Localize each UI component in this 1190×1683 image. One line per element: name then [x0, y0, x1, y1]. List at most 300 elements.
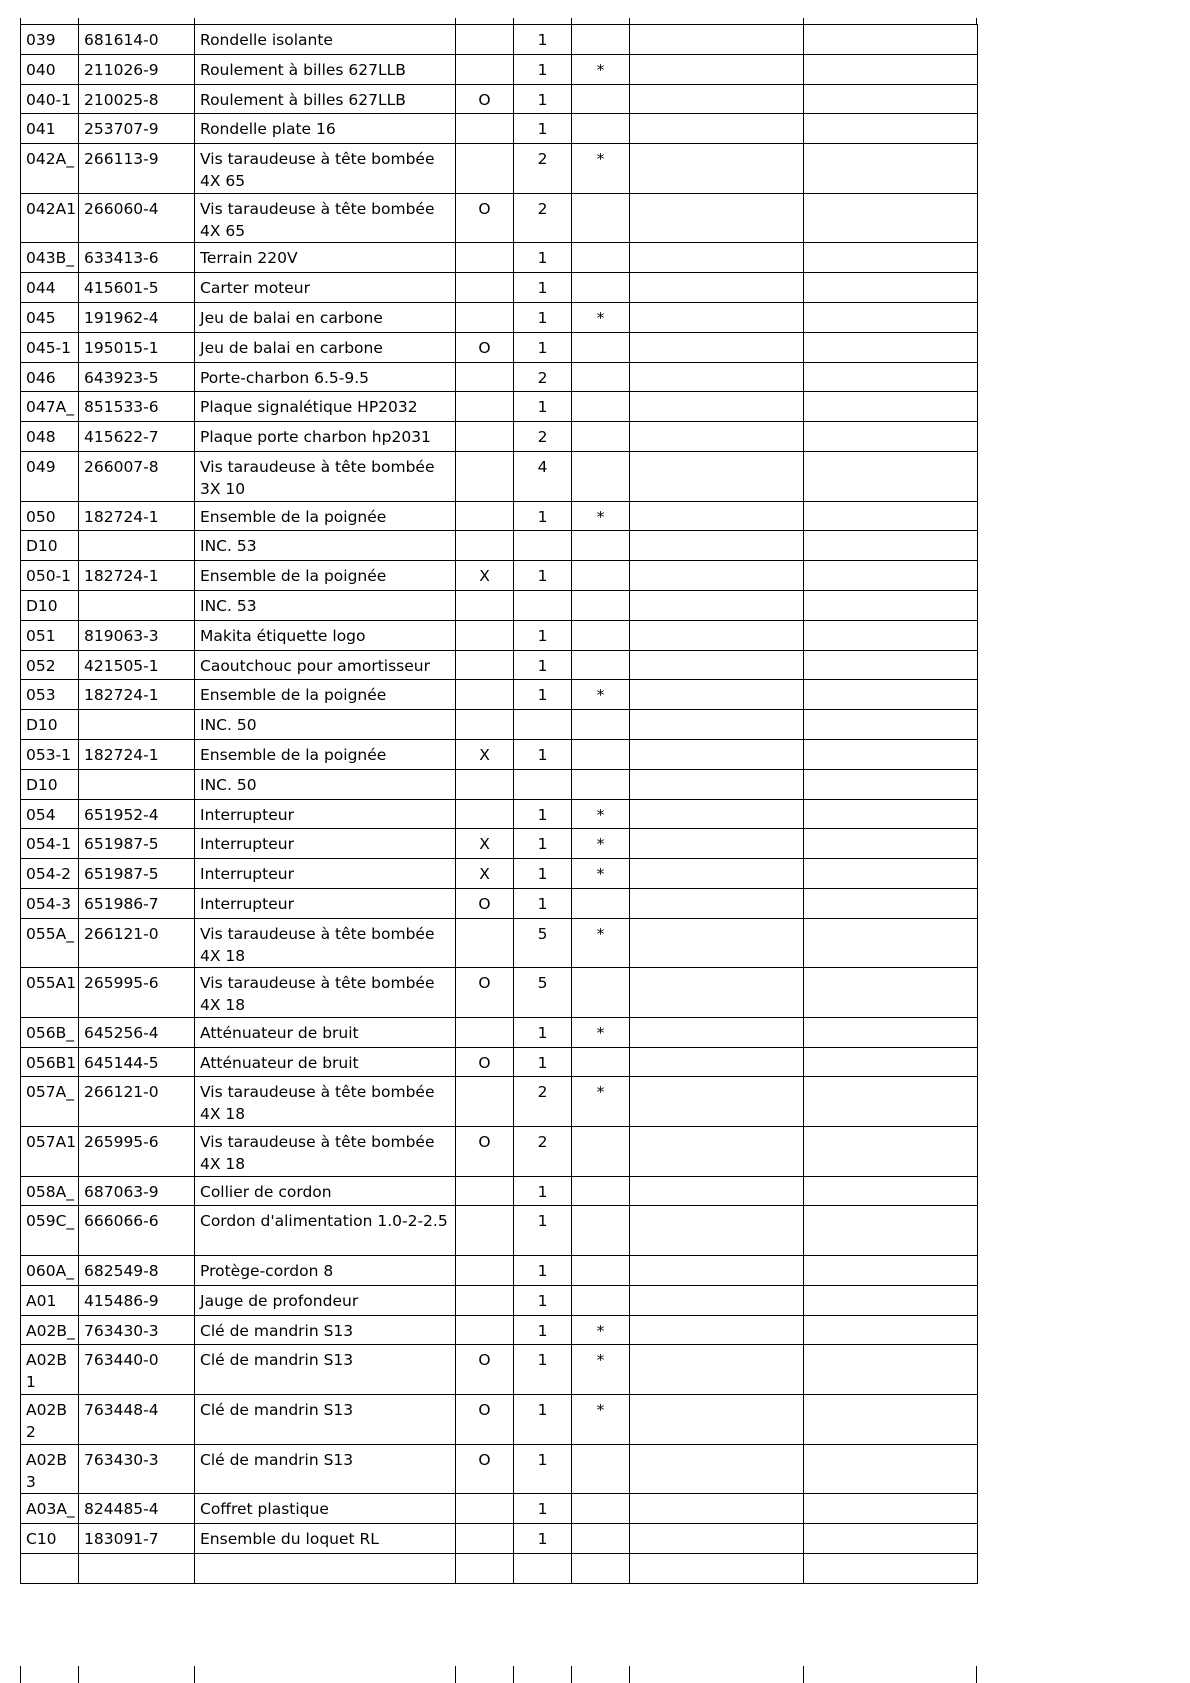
note-cell: [572, 25, 630, 55]
quantity-cell: 1: [514, 799, 572, 829]
part-number-cell: 763440-0: [79, 1345, 195, 1395]
quantity-cell: [514, 531, 572, 561]
description-cell: INC. 50: [195, 769, 456, 799]
empty-cell: [804, 54, 978, 84]
description-cell: Makita étiquette logo: [195, 620, 456, 650]
empty-cell: [630, 273, 804, 303]
note-cell: [572, 1256, 630, 1286]
item-number-cell: 050: [21, 501, 79, 531]
part-number-cell: [79, 710, 195, 740]
empty-cell: [804, 799, 978, 829]
item-number-cell: 040-1: [21, 84, 79, 114]
quantity-cell: [514, 590, 572, 620]
empty-cell: [630, 590, 804, 620]
note-cell: [572, 1127, 630, 1177]
table-row: [21, 859, 978, 889]
table-row: [21, 590, 978, 620]
empty-cell: [804, 243, 978, 273]
empty-cell: [804, 144, 978, 194]
item-number-cell: D10: [21, 531, 79, 561]
item-number-cell: 054-3: [21, 888, 79, 918]
part-number-cell: [79, 590, 195, 620]
item-number-cell: 055A1: [21, 968, 79, 1018]
table-row: [21, 1176, 978, 1206]
symbol-cell: O: [456, 1047, 514, 1077]
part-number-cell: 265995-6: [79, 1127, 195, 1177]
table-row: [21, 1345, 978, 1395]
column-stub: [976, 1666, 977, 1683]
note-cell: [572, 561, 630, 591]
empty-cell: [804, 1395, 978, 1445]
symbol-cell: X: [456, 561, 514, 591]
item-number-cell: 048: [21, 422, 79, 452]
empty-cell: [630, 362, 804, 392]
symbol-cell: O: [456, 332, 514, 362]
empty-cell: [630, 144, 804, 194]
quantity-cell: 1: [514, 1176, 572, 1206]
quantity-cell: 1: [514, 1345, 572, 1395]
description-cell: INC. 53: [195, 531, 456, 561]
note-cell: [572, 273, 630, 303]
note-cell: [572, 1047, 630, 1077]
empty-cell: [630, 1077, 804, 1127]
table-row: [21, 501, 978, 531]
empty-cell: [804, 590, 978, 620]
description-cell: Cordon d'alimentation 1.0-2-2.5: [195, 1206, 456, 1256]
item-number-cell: 053: [21, 680, 79, 710]
empty-cell: [630, 1017, 804, 1047]
empty-cell: [804, 451, 978, 501]
table-row: [21, 54, 978, 84]
symbol-cell: [456, 799, 514, 829]
quantity-cell: 2: [514, 193, 572, 243]
empty-cell: [804, 710, 978, 740]
part-number-cell: 182724-1: [79, 501, 195, 531]
symbol-cell: [456, 54, 514, 84]
table-row: [21, 273, 978, 303]
empty-cell: [804, 968, 978, 1018]
table-row: [21, 332, 978, 362]
symbol-cell: [456, 1256, 514, 1286]
item-number-cell: A02B 1: [21, 1345, 79, 1395]
description-cell: Ensemble de la poignée: [195, 680, 456, 710]
description-cell: Atténuateur de bruit: [195, 1047, 456, 1077]
note-cell: *: [572, 1395, 630, 1445]
empty-cell: [630, 422, 804, 452]
table-row: [21, 1047, 978, 1077]
quantity-cell: 1: [514, 888, 572, 918]
part-number-cell: 182724-1: [79, 739, 195, 769]
quantity-cell: 1: [514, 302, 572, 332]
item-number-cell: 056B_: [21, 1017, 79, 1047]
description-cell: Ensemble de la poignée: [195, 561, 456, 591]
part-number-cell: 682549-8: [79, 1256, 195, 1286]
description-cell: Interrupteur: [195, 859, 456, 889]
item-number-cell: 057A_: [21, 1077, 79, 1127]
note-cell: [572, 888, 630, 918]
quantity-cell: 1: [514, 1285, 572, 1315]
column-stub: [20, 1666, 21, 1683]
symbol-cell: [456, 302, 514, 332]
symbol-cell: [456, 531, 514, 561]
column-stub: [803, 1666, 804, 1683]
description-cell: Rondelle isolante: [195, 25, 456, 55]
empty-cell: [630, 650, 804, 680]
empty-cell: [804, 302, 978, 332]
note-cell: *: [572, 680, 630, 710]
empty-cell: [804, 193, 978, 243]
empty-cell: [804, 1127, 978, 1177]
empty-cell: [804, 620, 978, 650]
note-cell: [572, 332, 630, 362]
empty-cell: [630, 1395, 804, 1445]
description-cell: Vis taraudeuse à tête bombée 4X 18: [195, 968, 456, 1018]
table-row: [21, 422, 978, 452]
empty-cell: [630, 710, 804, 740]
description-cell: Jeu de balai en carbone: [195, 332, 456, 362]
note-cell: *: [572, 1345, 630, 1395]
empty-cell: [804, 829, 978, 859]
empty-cell: [804, 1494, 978, 1524]
quantity-cell: 2: [514, 362, 572, 392]
parts-table-body: [21, 25, 978, 1584]
item-number-cell: 059C_: [21, 1206, 79, 1256]
description-cell: Ensemble de la poignée: [195, 501, 456, 531]
item-number-cell: 043B_: [21, 243, 79, 273]
note-cell: [572, 193, 630, 243]
description-cell: Vis taraudeuse à tête bombée 4X 65: [195, 193, 456, 243]
empty-cell: [630, 193, 804, 243]
note-cell: *: [572, 302, 630, 332]
table-row: [21, 1256, 978, 1286]
part-number-cell: 651952-4: [79, 799, 195, 829]
description-cell: Vis taraudeuse à tête bombée 4X 18: [195, 918, 456, 968]
part-number-cell: 266113-9: [79, 144, 195, 194]
description-cell: Vis taraudeuse à tête bombée 4X 65: [195, 144, 456, 194]
quantity-cell: 1: [514, 650, 572, 680]
empty-cell: [630, 1494, 804, 1524]
symbol-cell: O: [456, 1444, 514, 1494]
description-cell: Ensemble de la poignée: [195, 739, 456, 769]
part-number-cell: 266121-0: [79, 918, 195, 968]
symbol-cell: O: [456, 1127, 514, 1177]
table-row: [21, 1017, 978, 1047]
note-cell: *: [572, 54, 630, 84]
note-cell: [572, 1176, 630, 1206]
quantity-cell: 1: [514, 829, 572, 859]
quantity-cell: 5: [514, 918, 572, 968]
empty-cell: [804, 1345, 978, 1395]
note-cell: [572, 1285, 630, 1315]
description-cell: Plaque signalétique HP2032: [195, 392, 456, 422]
table-row: [21, 1553, 978, 1583]
empty-cell: [630, 561, 804, 591]
description-cell: Vis taraudeuse à tête bombée 4X 18: [195, 1077, 456, 1127]
symbol-cell: [456, 1524, 514, 1554]
description-cell: Interrupteur: [195, 888, 456, 918]
symbol-cell: O: [456, 968, 514, 1018]
symbol-cell: [456, 1285, 514, 1315]
table-row: [21, 968, 978, 1018]
description-cell: Protège-cordon 8: [195, 1256, 456, 1286]
empty-cell: [630, 332, 804, 362]
symbol-cell: O: [456, 1345, 514, 1395]
empty-cell: [804, 362, 978, 392]
part-number-cell: 253707-9: [79, 114, 195, 144]
note-cell: *: [572, 829, 630, 859]
empty-cell: [630, 1256, 804, 1286]
empty-cell: [630, 84, 804, 114]
description-cell: Porte-charbon 6.5-9.5: [195, 362, 456, 392]
item-number-cell: 042A_: [21, 144, 79, 194]
part-number-cell: 210025-8: [79, 84, 195, 114]
part-number-cell: 195015-1: [79, 332, 195, 362]
part-number-cell: 266121-0: [79, 1077, 195, 1127]
empty-cell: [804, 1256, 978, 1286]
empty-cell: [630, 25, 804, 55]
item-number-cell: 056B1: [21, 1047, 79, 1077]
part-number-cell: 651986-7: [79, 888, 195, 918]
table-row: [21, 25, 978, 55]
table-row: [21, 114, 978, 144]
note-cell: [572, 769, 630, 799]
item-number-cell: 045-1: [21, 332, 79, 362]
item-number-cell: 045: [21, 302, 79, 332]
description-cell: Clé de mandrin S13: [195, 1315, 456, 1345]
quantity-cell: 1: [514, 1444, 572, 1494]
part-number-cell: 182724-1: [79, 680, 195, 710]
empty-cell: [804, 1315, 978, 1345]
empty-cell: [630, 829, 804, 859]
item-number-cell: 047A_: [21, 392, 79, 422]
description-cell: Jauge de profondeur: [195, 1285, 456, 1315]
table-row: [21, 302, 978, 332]
table-row: [21, 769, 978, 799]
quantity-cell: 1: [514, 1047, 572, 1077]
part-number-cell: 824485-4: [79, 1494, 195, 1524]
column-stub: [629, 1666, 630, 1683]
empty-cell: [630, 1524, 804, 1554]
empty-cell: [630, 1176, 804, 1206]
empty-cell: [630, 799, 804, 829]
quantity-cell: 1: [514, 859, 572, 889]
symbol-cell: [456, 451, 514, 501]
note-cell: *: [572, 918, 630, 968]
empty-cell: [804, 859, 978, 889]
description-cell: Clé de mandrin S13: [195, 1395, 456, 1445]
empty-cell: [195, 1553, 456, 1583]
quantity-cell: 1: [514, 501, 572, 531]
note-cell: [572, 590, 630, 620]
symbol-cell: [456, 680, 514, 710]
symbol-cell: [456, 144, 514, 194]
symbol-cell: O: [456, 1395, 514, 1445]
symbol-cell: [456, 114, 514, 144]
empty-cell: [804, 1017, 978, 1047]
part-number-cell: 819063-3: [79, 620, 195, 650]
symbol-cell: O: [456, 888, 514, 918]
item-number-cell: A02B 3: [21, 1444, 79, 1494]
item-number-cell: A03A_: [21, 1494, 79, 1524]
part-number-cell: 651987-5: [79, 859, 195, 889]
part-number-cell: 266060-4: [79, 193, 195, 243]
quantity-cell: 1: [514, 561, 572, 591]
note-cell: [572, 1206, 630, 1256]
part-number-cell: 183091-7: [79, 1524, 195, 1554]
description-cell: Interrupteur: [195, 829, 456, 859]
description-cell: Clé de mandrin S13: [195, 1345, 456, 1395]
empty-cell: [630, 1206, 804, 1256]
description-cell: Terrain 220V: [195, 243, 456, 273]
part-number-cell: 763430-3: [79, 1444, 195, 1494]
item-number-cell: C10: [21, 1524, 79, 1554]
part-number-cell: 645144-5: [79, 1047, 195, 1077]
empty-cell: [630, 1285, 804, 1315]
note-cell: *: [572, 1077, 630, 1127]
part-number-cell: 651987-5: [79, 829, 195, 859]
note-cell: [572, 1494, 630, 1524]
description-cell: Carter moteur: [195, 273, 456, 303]
quantity-cell: 1: [514, 54, 572, 84]
quantity-cell: 1: [514, 1315, 572, 1345]
empty-cell: [630, 620, 804, 650]
quantity-cell: 2: [514, 1127, 572, 1177]
table-row: [21, 1206, 978, 1256]
note-cell: *: [572, 501, 630, 531]
note-cell: [572, 1444, 630, 1494]
symbol-cell: O: [456, 193, 514, 243]
column-stub: [455, 1666, 456, 1683]
item-number-cell: 060A_: [21, 1256, 79, 1286]
item-number-cell: A01: [21, 1285, 79, 1315]
item-number-cell: 057A1: [21, 1127, 79, 1177]
item-number-cell: 058A_: [21, 1176, 79, 1206]
note-cell: [572, 710, 630, 740]
description-cell: Roulement à billes 627LLB: [195, 84, 456, 114]
table-row: [21, 918, 978, 968]
parts-list-table: [20, 24, 978, 1584]
symbol-cell: O: [456, 84, 514, 114]
symbol-cell: [456, 1017, 514, 1047]
item-number-cell: D10: [21, 769, 79, 799]
quantity-cell: 4: [514, 451, 572, 501]
empty-cell: [630, 302, 804, 332]
symbol-cell: [456, 650, 514, 680]
item-number-cell: A02B_: [21, 1315, 79, 1345]
note-cell: [572, 114, 630, 144]
item-number-cell: 052: [21, 650, 79, 680]
description-cell: Plaque porte charbon hp2031: [195, 422, 456, 452]
item-number-cell: 039: [21, 25, 79, 55]
item-number-cell: 054-2: [21, 859, 79, 889]
empty-cell: [630, 918, 804, 968]
empty-cell: [804, 888, 978, 918]
part-number-cell: 687063-9: [79, 1176, 195, 1206]
item-number-cell: 050-1: [21, 561, 79, 591]
empty-cell: [630, 114, 804, 144]
note-cell: [572, 84, 630, 114]
quantity-cell: 1: [514, 332, 572, 362]
table-row: [21, 680, 978, 710]
empty-cell: [630, 1345, 804, 1395]
empty-cell: [630, 54, 804, 84]
empty-cell: [804, 1077, 978, 1127]
part-number-cell: 666066-6: [79, 1206, 195, 1256]
part-number-cell: 851533-6: [79, 392, 195, 422]
symbol-cell: [456, 918, 514, 968]
description-cell: Atténuateur de bruit: [195, 1017, 456, 1047]
symbol-cell: X: [456, 859, 514, 889]
item-number-cell: 053-1: [21, 739, 79, 769]
table-row: [21, 888, 978, 918]
quantity-cell: 1: [514, 84, 572, 114]
empty-cell: [804, 650, 978, 680]
item-number-cell: 051: [21, 620, 79, 650]
empty-cell: [804, 531, 978, 561]
item-number-cell: 041: [21, 114, 79, 144]
symbol-cell: [456, 1315, 514, 1345]
part-number-cell: [79, 769, 195, 799]
table-row: [21, 362, 978, 392]
empty-cell: [804, 739, 978, 769]
description-cell: Collier de cordon: [195, 1176, 456, 1206]
empty-cell: [804, 392, 978, 422]
empty-cell: [630, 680, 804, 710]
empty-cell: [804, 1047, 978, 1077]
symbol-cell: [456, 273, 514, 303]
part-number-cell: 191962-4: [79, 302, 195, 332]
quantity-cell: 1: [514, 680, 572, 710]
quantity-cell: 1: [514, 25, 572, 55]
note-cell: [572, 620, 630, 650]
quantity-cell: 1: [514, 739, 572, 769]
table-row: [21, 1285, 978, 1315]
empty-cell: [804, 680, 978, 710]
symbol-cell: [456, 590, 514, 620]
note-cell: [572, 1524, 630, 1554]
empty-cell: [804, 918, 978, 968]
empty-cell: [804, 1444, 978, 1494]
item-number-cell: D10: [21, 710, 79, 740]
part-number-cell: 643923-5: [79, 362, 195, 392]
empty-cell: [804, 1176, 978, 1206]
part-number-cell: 763448-4: [79, 1395, 195, 1445]
description-cell: Vis taraudeuse à tête bombée 4X 18: [195, 1127, 456, 1177]
empty-cell: [804, 1285, 978, 1315]
empty-cell: [804, 769, 978, 799]
symbol-cell: [456, 1077, 514, 1127]
empty-cell: [21, 1553, 79, 1583]
description-cell: Rondelle plate 16: [195, 114, 456, 144]
empty-cell: [514, 1553, 572, 1583]
empty-cell: [630, 531, 804, 561]
part-number-cell: 415486-9: [79, 1285, 195, 1315]
symbol-cell: [456, 769, 514, 799]
empty-cell: [630, 769, 804, 799]
symbol-cell: X: [456, 739, 514, 769]
column-stub: [78, 1666, 79, 1683]
item-number-cell: 055A_: [21, 918, 79, 968]
note-cell: *: [572, 1017, 630, 1047]
part-number-cell: 415622-7: [79, 422, 195, 452]
quantity-cell: 1: [514, 620, 572, 650]
note-cell: *: [572, 859, 630, 889]
symbol-cell: [456, 362, 514, 392]
item-number-cell: D10: [21, 590, 79, 620]
item-number-cell: A02B 2: [21, 1395, 79, 1445]
table-row: [21, 620, 978, 650]
note-cell: [572, 422, 630, 452]
